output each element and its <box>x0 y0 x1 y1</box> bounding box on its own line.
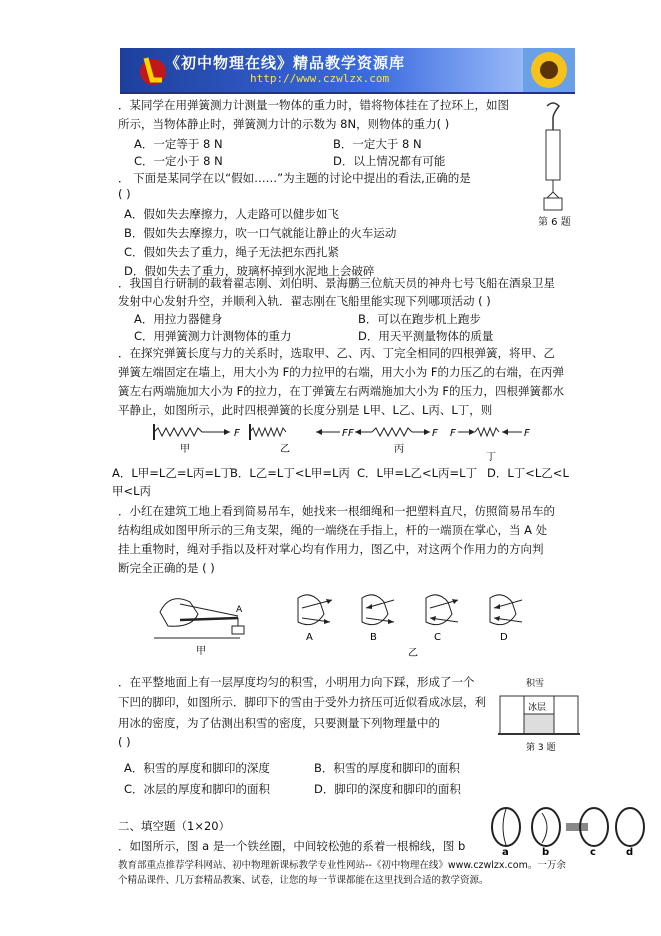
hand-b <box>362 595 394 643</box>
q9-line4: 平静止，如图所示，此时四根弹簧的长度分别是 L甲、L乙、L丙、L丁，则 <box>118 403 493 417</box>
q9-springs-figure <box>150 420 560 468</box>
question-6 <box>118 97 548 171</box>
hand-c <box>426 595 458 643</box>
q8-line1: ．我国自行研制的载着翟志刚、刘伯明、景海鹏三位航天员的神舟七号飞船在酒泉卫星 <box>118 276 555 290</box>
question-10 <box>118 503 568 583</box>
snow-footprint-figure <box>498 676 580 758</box>
wire-loop-figure <box>488 805 648 857</box>
option-d-label: D <box>500 632 508 643</box>
logo-icon <box>138 52 168 88</box>
ice-label: 冰层 <box>528 703 547 713</box>
q11-line2: 下凹的脚印，如图所示．脚印下的雪由于受外力挤压可近似看成冰层，利 <box>118 695 486 709</box>
option-b-label: B <box>370 632 377 643</box>
question-8 <box>118 275 558 345</box>
q8-line2: 发射中心发射升空，并顺利入轨．翟志刚在飞船里能实现下列哪项活动 ( ) <box>118 294 491 308</box>
q8-option-c: C．用弹簧测力计测物体的重力 <box>134 329 292 343</box>
q11-option-b: B．积雪的厚度和脚印的面积 <box>314 761 460 775</box>
q11-options <box>118 760 548 798</box>
spring-ding-force-left: F <box>450 428 456 439</box>
footer-line1: 教育部重点推荐学科网站、初中物理新课标教学专业性网站--《初中物理在线》www.czwlzx.com。一万余 <box>118 860 566 871</box>
spring-ding-label: 丁 <box>486 452 496 463</box>
hand-jia <box>154 599 244 657</box>
q7-option-d: D．假如失去了重力，玻璃杯掉到水泥地上会破碎 <box>124 264 375 278</box>
hand-d <box>490 595 522 643</box>
q11-line1: ．在平整地面上有一层厚度均匀的积雪，小明用力向下踩，形成了一个 <box>118 675 475 689</box>
spring-jia-label: 甲 <box>180 444 190 455</box>
loop-label-a: a <box>502 847 509 857</box>
spring-yi <box>250 424 348 455</box>
q11-option-a: A．积雪的厚度和脚印的深度 <box>124 761 270 775</box>
q9-line1: ．在探究弹簧长度与力的关系时，选取甲、乙、丙、丁完全相同的四根弹簧，将甲、乙 <box>118 346 555 360</box>
spring-jia <box>154 424 240 455</box>
q8-option-d: D．用天平测量物体的质量 <box>358 329 494 343</box>
q8-option-b: B．可以在跑步机上跑步 <box>358 312 481 326</box>
question-7 <box>118 170 548 278</box>
spring-jia-force: F <box>234 428 240 439</box>
q6-line2: 所示，当物体静止时，弹簧测力计的示数为 8N，则物体的重力( ) <box>118 117 450 131</box>
loop-label-b: b <box>542 847 550 857</box>
banner-title: 《初中物理在线》精品教学资源库 <box>165 54 406 72</box>
snow-label: 积雪 <box>526 679 545 689</box>
q7-option-b: B．假如失去摩擦力，吹一口气就能让静止的火车运动 <box>124 226 397 240</box>
q10-line2: 结构组成如图甲所示的三角支架，绳的一端绕在手指上，杆的一端顶在掌心，当 A 处 <box>118 523 548 537</box>
q9-option-d: D．L丁<L乙<L <box>487 466 569 480</box>
q9-line2: 弹簧左端固定在墙上，用大小为 F的力拉甲的右端，用大小为 F的力压乙的右端，在丙弹 <box>118 365 565 379</box>
option-c-label: C <box>434 632 441 643</box>
q6-option-a: A．一定等于 8 N <box>134 137 223 151</box>
spring-bing-force-left: F <box>348 428 354 439</box>
question-9 <box>118 345 578 425</box>
loop-label-c: c <box>590 847 596 857</box>
q9-line3: 簧左右两端施加大小为 F的拉力，在丁弹簧左右两端施加大小为 F的压力，四根弹簧都水 <box>118 384 565 398</box>
q11-option-c: C．冰层的厚度和脚印的面积 <box>124 782 271 796</box>
spring-ding-force-right: F <box>524 428 530 439</box>
sunflower-icon <box>523 48 575 92</box>
q11-option-d: D．脚印的深度和脚印的面积 <box>314 782 461 796</box>
q11-line4: ( ) <box>118 735 131 749</box>
q7-line1: ． 下面是某同学在以“假如……”为主题的讨论中提出的看法,正确的是 <box>118 171 471 185</box>
fig-jia-label: 甲 <box>196 646 206 657</box>
footer-line2: 个精品课件、几万套精品教案、试卷，让您的每一节课都能在这里找到合适的教学资源。 <box>118 875 489 886</box>
spring-bing-force-right: F <box>432 428 438 439</box>
page-footer <box>118 858 588 888</box>
option-a-label: A <box>306 632 313 643</box>
hand-a <box>298 595 332 643</box>
q9-option-b: B．L乙=L丁<L甲=L丙 <box>230 466 350 480</box>
banner-url: http://www.czwlzx.com <box>250 72 390 85</box>
q6-option-d: D．以上情况都有可能 <box>333 154 446 168</box>
section-2-title: 二、填空题（1×20） <box>118 819 231 833</box>
spring-bing <box>348 428 438 455</box>
q6-option-b: B．一定大于 8 N <box>333 137 422 151</box>
q9-option-a: A．L甲=L乙=L丙=L丁 <box>112 466 232 480</box>
q6-figure-caption: 第 6 题 <box>538 217 571 228</box>
q11-figure-caption: 第 3 题 <box>526 743 556 753</box>
q11-line3: 用冰的密度，为了估测出积雪的密度，只要测量下列物理量中的 <box>118 716 440 730</box>
q8-option-a: A．用拉力器健身 <box>134 312 223 326</box>
q10-line3: 挂上重物时，绳对手指以及杆对掌心均有作用力，图乙中，对这两个作用力的方向判 <box>118 542 544 556</box>
spring-yi-force: F <box>342 428 348 439</box>
q6-line1: ．某同学在用弹簧测力计测量一物体的重力时，错将物体挂在了拉环上，如图 <box>118 98 509 112</box>
q6-option-c: C．一定小于 8 N <box>134 154 223 168</box>
q10-line4: 断完全正确的是 ( ) <box>118 561 215 575</box>
q9-options <box>112 465 582 503</box>
spring-yi-label: 乙 <box>280 444 290 455</box>
section-2-q1: ．如图所示，图 a 是一个铁丝圈，中间较松弛的系着一根棉线，图 b <box>118 839 466 853</box>
loop-label-d: d <box>626 847 634 857</box>
q7-option-a: A．假如失去摩擦力，人走路可以健步如飞 <box>124 207 339 221</box>
q7-option-c: C．假如失去了重力，绳子无法把东西扎紧 <box>124 245 340 259</box>
q10-hands-figure <box>150 582 560 662</box>
q10-line1: ．小红在建筑工地上看到简易吊车，她找来一根细绳和一把塑料直尺，仿照简易吊车的 <box>118 504 555 518</box>
question-11 <box>118 674 498 754</box>
point-a-label: A <box>236 605 243 615</box>
spring-bing-label: 丙 <box>394 444 404 455</box>
q7-line2: ( ) <box>118 187 131 201</box>
spring-ding <box>450 428 530 463</box>
q9-option-c: C．L甲=L乙<L丙=L丁 <box>357 466 478 480</box>
q9-option-d-cont: 甲<L丙 <box>112 484 152 498</box>
fig-yi-label: 乙 <box>408 648 418 659</box>
